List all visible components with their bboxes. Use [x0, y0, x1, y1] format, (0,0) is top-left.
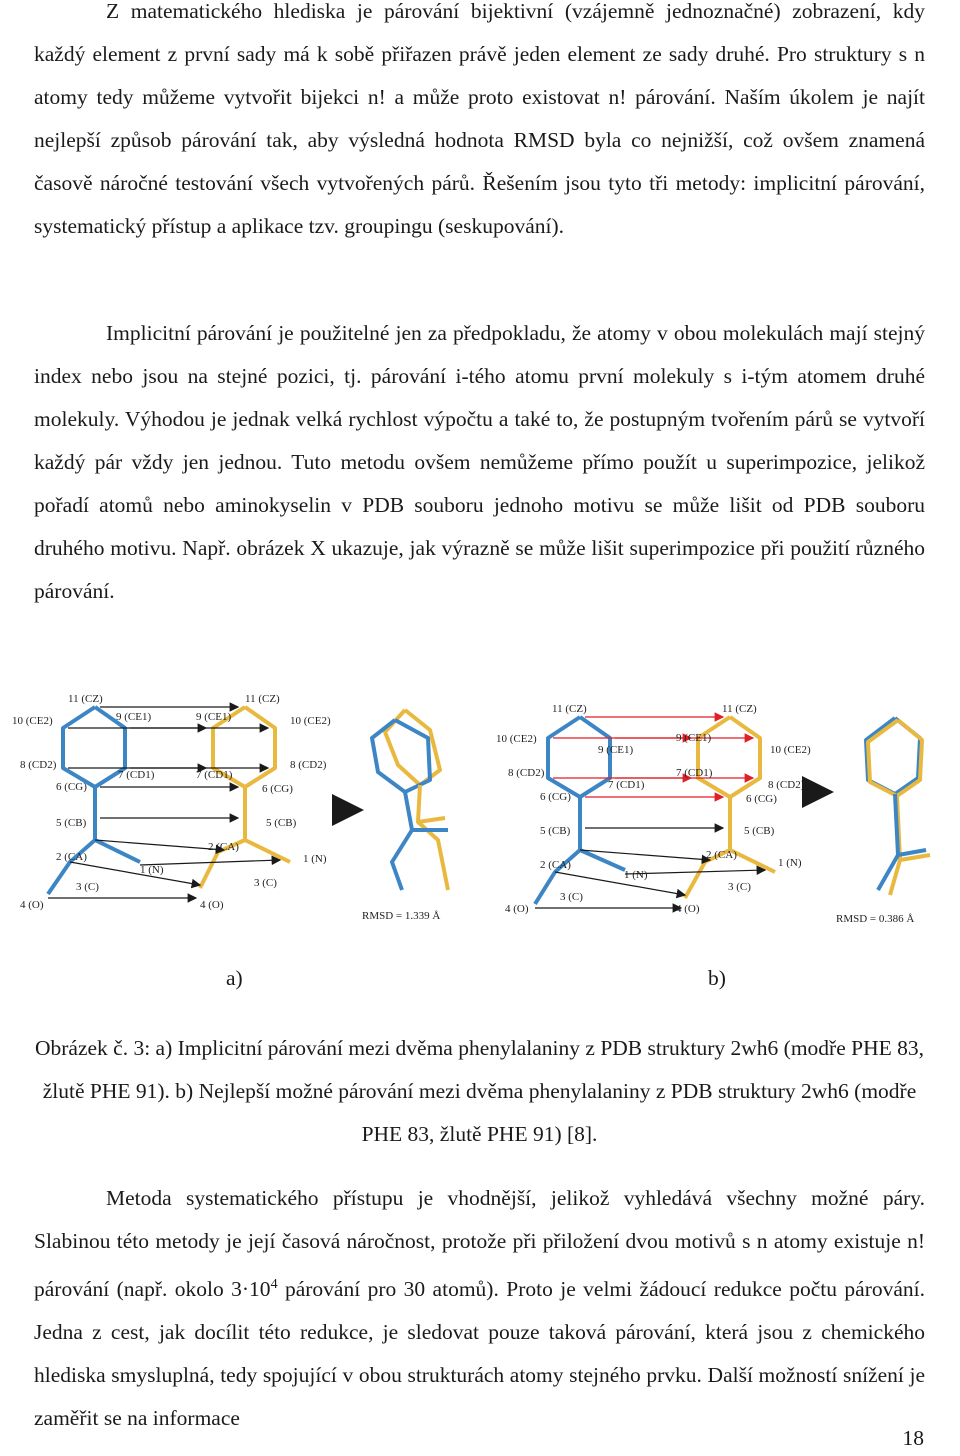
svg-text:5 (CB): 5 (CB)	[540, 825, 571, 837]
panel-b-schematic	[496, 703, 930, 925]
panel-b-rmsd: RMSD = 0.386 Å	[836, 913, 915, 925]
svg-text:10 (CE2): 10 (CE2)	[496, 733, 537, 745]
paragraph-3-part-2: párování pro 30 atomů). Proto je velmi žádoucí redukce počtu párování. Jedna z cest, jak docílit této redukce, je sledovat pouze taková párování, která jsou z chemického hlediska smysluplná, tedy spojující v obou strukturách atomy stejného prvku. Další možností snížení je zaměřit se na informace	[34, 1277, 925, 1431]
svg-text:5 (CB): 5 (CB)	[744, 825, 775, 837]
paragraph-3-part-1: Metoda systematického přístupu je vhodnější, jelikož vyhledává všechny možné páry. Slabinou této metody je její časová náročnost, protože při přiložení dvou motivů s n atomy existuje n! párování (např. okolo 3·10	[34, 1186, 925, 1302]
svg-text:9 (CE1): 9 (CE1)	[116, 711, 152, 723]
svg-text:11 (CZ): 11 (CZ)	[552, 703, 587, 715]
svg-text:5 (CB): 5 (CB)	[56, 817, 87, 829]
svg-text:4 (O): 4 (O)	[505, 903, 529, 915]
svg-text:7 (CD1): 7 (CD1)	[608, 779, 645, 791]
svg-text:10 (CE2): 10 (CE2)	[290, 715, 331, 727]
svg-text:3 (C): 3 (C)	[254, 877, 277, 889]
svg-text:10 (CE2): 10 (CE2)	[770, 744, 811, 756]
svg-text:11 (CZ): 11 (CZ)	[68, 693, 103, 705]
panel-a-schematic	[12, 693, 448, 922]
svg-text:2 (CA): 2 (CA)	[56, 851, 87, 863]
svg-text:8 (CD2): 8 (CD2)	[290, 759, 327, 771]
svg-text:8 (CD2): 8 (CD2)	[508, 767, 545, 779]
svg-text:4 (O): 4 (O)	[676, 903, 700, 915]
svg-text:3 (C): 3 (C)	[728, 881, 751, 893]
paragraph-3-superscript: 4	[270, 1277, 278, 1292]
svg-text:8 (CD2): 8 (CD2)	[20, 759, 57, 771]
svg-text:4 (O): 4 (O)	[20, 899, 44, 911]
svg-text:9 (CE1): 9 (CE1)	[598, 744, 634, 756]
panel-a-rmsd: RMSD = 1.339 Å	[362, 910, 441, 922]
panel-b-atom-labels	[496, 703, 811, 915]
svg-text:2 (CA): 2 (CA)	[540, 859, 571, 871]
svg-text:10 (CE2): 10 (CE2)	[12, 715, 53, 727]
svg-text:2 (CA): 2 (CA)	[208, 841, 239, 853]
svg-text:6 (CG): 6 (CG)	[746, 793, 777, 805]
svg-text:6 (CG): 6 (CG)	[262, 783, 293, 795]
paragraph-3	[34, 1177, 925, 1440]
svg-text:11 (CZ): 11 (CZ)	[245, 693, 280, 705]
paragraph-2: Implicitní párování je použitelné jen za předpokladu, že atomy v obou molekulách mají stejný index nebo jsou na stejné pozici, tj. párování i-tého atomu první molekuly s i-tým atomem druhé molekuly. Výhodou je jednak velká rychlost výpočtu a také to, že postupným tvořením párů se vytvoří každý pár vždy jen jednou. Tuto metodu ovšem nemůžeme přímo použít u superimpozice, jelikož pořadí atomů nebo aminokyselin v PDB souboru jednoho motivu se může lišit od PDB souboru druhého motivu. Např. obrázek X ukazuje, jak výrazně se může lišit superimpozice při použití různého párování.	[34, 321, 925, 603]
svg-text:1 (N): 1 (N)	[303, 853, 327, 865]
panel-a-superimposition	[372, 710, 448, 890]
svg-text:7 (CD1): 7 (CD1)	[118, 769, 155, 781]
svg-text:1 (N): 1 (N)	[778, 857, 802, 869]
svg-text:1 (N): 1 (N)	[140, 864, 164, 876]
svg-text:11 (CZ): 11 (CZ)	[722, 703, 757, 715]
panel-b-ring-arrows	[553, 717, 753, 797]
page-number: 18	[902, 1426, 924, 1450]
figure-caption: Obrázek č. 3: a) Implicitní párování mezi dvěma phenylalaniny z PDB struktury 2wh6 (modře PHE 83, žlutě PHE 91). b) Nejlepší možné párování mezi dvěma phenylalaniny z PDB struktury 2wh6 (modře PHE 83, žlutě PHE 91) [8].	[34, 1036, 925, 1146]
svg-text:1 (N): 1 (N)	[624, 869, 648, 881]
svg-text:3 (C): 3 (C)	[76, 881, 99, 893]
svg-text:6 (CG): 6 (CG)	[540, 791, 571, 803]
svg-text:4 (O): 4 (O)	[200, 899, 224, 911]
pairing-figure	[0, 690, 960, 940]
panel-b-superimposition	[866, 718, 930, 895]
svg-text:8 (CD2): 8 (CD2)	[768, 779, 805, 791]
paragraph-1: Z matematického hlediska je párování bijektivní (vzájemně jednoznačné) zobrazení, kdy každý element z první sady má k sobě přiřazen právě jeden element ze sady druhé. Pro struktury s n atomy tedy můžeme vytvořit bijekci n! a může proto existovat n! párování. Naším úkolem je najít nejlepší způsob párování tak, aby výsledná hodnota RMSD byla co nejnižší, což ovšem znamená časově náročné testování všech vytvořených párů. Řešením jsou tyto tři metody: implicitní párování, systematický přístup a aplikace tzv. groupingu (seskupování).	[34, 0, 925, 238]
svg-text:9 (CE1): 9 (CE1)	[196, 711, 232, 723]
svg-text:7 (CD1): 7 (CD1)	[196, 769, 233, 781]
svg-text:9 (CE1): 9 (CE1)	[676, 732, 712, 744]
svg-text:5 (CB): 5 (CB)	[266, 817, 297, 829]
svg-text:7 (CD1): 7 (CD1)	[676, 767, 713, 779]
svg-text:3 (C): 3 (C)	[560, 891, 583, 903]
figure-label-b: b)	[708, 966, 726, 990]
svg-text:6 (CG): 6 (CG)	[56, 781, 87, 793]
figure-label-a: a)	[226, 966, 243, 990]
svg-text:2 (CA): 2 (CA)	[706, 849, 737, 861]
